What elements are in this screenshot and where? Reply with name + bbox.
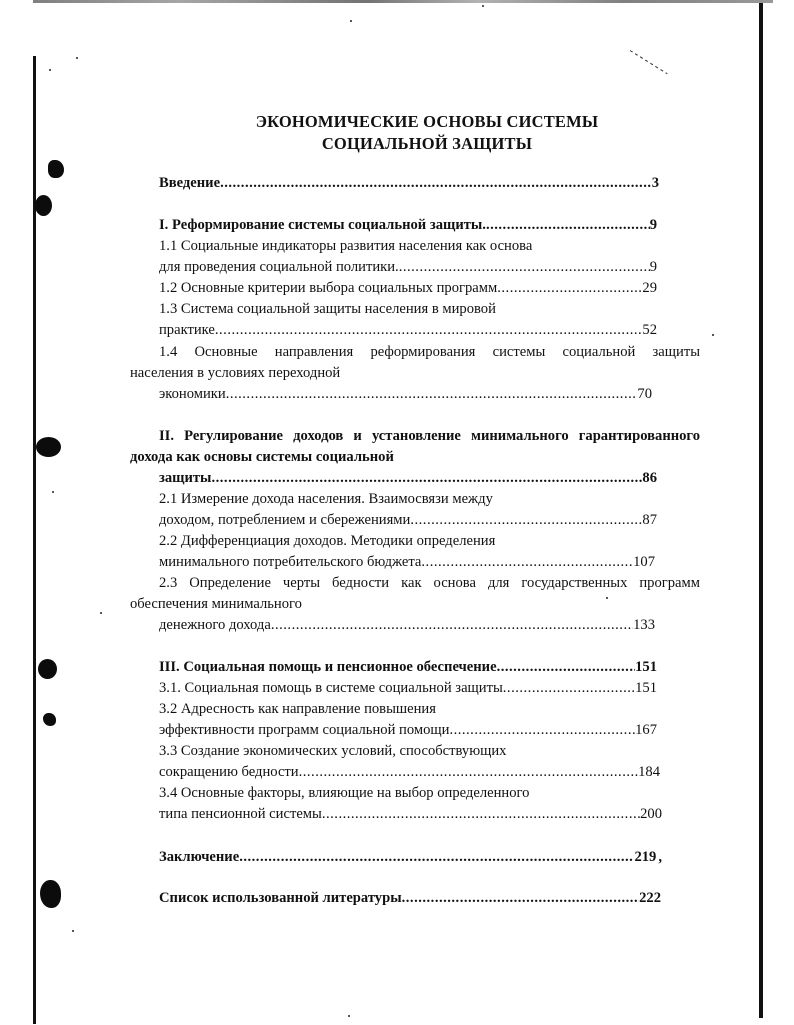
toc-entry-1-4-line-2: населения в условиях переходной xyxy=(130,365,341,381)
toc-part-2-heading[interactable] xyxy=(159,469,657,488)
dot-leader xyxy=(402,889,639,908)
dot-leader xyxy=(271,616,633,635)
toc-entry-label: доходом, потреблением и сбережениями xyxy=(159,512,411,528)
toc-entry-label: экономики xyxy=(159,386,226,402)
stray-comma-mark: , xyxy=(658,849,662,865)
toc-entry-label: Заключение xyxy=(159,849,240,865)
dot-leader xyxy=(410,511,642,530)
toc-entry-1-1[interactable] xyxy=(159,258,657,277)
ink-blot xyxy=(48,160,64,178)
toc-page-number: 151 xyxy=(635,659,657,675)
toc-page-number: 219 xyxy=(634,849,657,865)
toc-page-number: 9 xyxy=(649,217,657,233)
punch-hole xyxy=(38,659,57,679)
toc-page-number: 29 xyxy=(642,280,657,296)
toc-entry-label: для проведения социальной политики. xyxy=(159,259,399,275)
dot-leader xyxy=(220,174,652,193)
toc-page-number: 52 xyxy=(642,322,657,338)
dot-leader xyxy=(503,679,635,698)
dot-leader xyxy=(497,658,636,677)
toc-page-number: 200 xyxy=(640,806,662,822)
scan-speck xyxy=(712,334,714,336)
toc-page-number: 87 xyxy=(642,512,657,528)
dot-leader xyxy=(449,721,635,740)
scan-speck xyxy=(49,69,51,71)
punch-hole xyxy=(35,195,52,216)
dot-leader xyxy=(497,279,642,298)
toc-entry-label: денежного дохода xyxy=(159,617,271,633)
dot-leader xyxy=(226,385,638,404)
scan-speck xyxy=(100,612,102,614)
toc-entry-label: типа пенсионной системы xyxy=(159,806,322,822)
toc-part-1-heading[interactable] xyxy=(159,216,657,235)
scan-scratch xyxy=(630,50,668,74)
toc-entry-label: 1.2 Основные критерии выбора социальных программ xyxy=(159,280,498,296)
toc-entry-1-1-line-1: 1.1 Социальные индикаторы развития населения как основа xyxy=(159,238,533,254)
toc-entry-label: эффективности программ социальной помощи xyxy=(159,722,450,738)
toc-entry-2-1-line-1: 2.1 Измерение дохода населения. Взаимосвязи между xyxy=(159,491,493,507)
toc-entry-3-2[interactable] xyxy=(159,721,657,740)
toc-page-number: 167 xyxy=(635,722,657,738)
dot-leader xyxy=(399,258,650,277)
toc-entry-2-3-line-2: обеспечения минимального xyxy=(130,596,302,612)
punch-hole xyxy=(40,880,61,908)
dot-leader xyxy=(299,763,639,782)
toc-entry-label: 3.1. Социальная помощь в системе социальной защиты xyxy=(159,680,503,696)
toc-entry-label: защиты xyxy=(159,470,212,486)
scan-speck xyxy=(350,20,352,22)
toc-entry-2-3[interactable] xyxy=(159,616,655,635)
toc-page-number: 70 xyxy=(637,386,652,402)
toc-entry-1-3[interactable] xyxy=(159,321,657,340)
scan-speck xyxy=(52,491,54,493)
toc-entry-2-3-line-1: 2.3 Определение черты бедности как основа для государственных программ xyxy=(159,575,700,591)
dot-leader xyxy=(486,216,650,235)
toc-entry-3-4[interactable] xyxy=(159,805,662,824)
dot-leader xyxy=(239,848,634,867)
toc-entry-3-4-line-1: 3.4 Основные факторы, влияющие на выбор определенного xyxy=(159,785,530,801)
toc-page-number: 222 xyxy=(639,890,661,906)
scan-top-edge xyxy=(33,0,773,3)
toc-page-number: 133 xyxy=(633,617,655,633)
toc-page-number: 9 xyxy=(649,259,657,275)
toc-entry-intro[interactable] xyxy=(159,174,659,193)
dot-leader xyxy=(421,553,633,572)
toc-entry-3-1[interactable] xyxy=(159,679,657,698)
toc-entry-1-3-line-1: 1.3 Система социальной защиты населения в мировой xyxy=(159,301,496,317)
toc-entry-conclusion[interactable] xyxy=(159,848,662,867)
scan-speck xyxy=(348,1015,350,1017)
toc-entry-3-2-line-1: 3.2 Адресность как направление повышения xyxy=(159,701,436,717)
toc-entry-label: практике xyxy=(159,322,215,338)
toc-page-number: 3 xyxy=(651,175,659,191)
toc-page-number: 86 xyxy=(642,470,657,486)
dot-leader xyxy=(322,805,640,824)
toc-entry-label: Введение xyxy=(159,175,221,191)
toc-entry-1-4-line-1: 1.4 Основные направления реформирования системы социальной защиты xyxy=(159,344,700,360)
dot-leader xyxy=(215,321,643,340)
toc-part-2-heading-line-2: дохода как основы системы социальной xyxy=(130,449,394,465)
document-title-line-1: ЭКОНОМИЧЕСКИЕ ОСНОВЫ СИСТЕМЫ xyxy=(255,112,599,131)
toc-entry-3-3-line-1: 3.3 Создание экономических условий, способствующих xyxy=(159,743,507,759)
toc-entry-2-2-line-1: 2.2 Дифференциация доходов. Методики определения xyxy=(159,533,496,549)
scan-speck xyxy=(482,5,484,7)
toc-entry-2-1[interactable] xyxy=(159,511,657,530)
scan-right-border xyxy=(759,3,763,1018)
toc-entry-3-3[interactable] xyxy=(159,763,660,782)
toc-page-number: 184 xyxy=(638,764,660,780)
toc-entry-label: сокращению бедности xyxy=(159,764,299,780)
toc-entry-2-2[interactable] xyxy=(159,553,655,572)
toc-part-2-heading-line-1: II. Регулирование доходов и установление минимального гарантированного xyxy=(159,428,700,444)
toc-page-number: 151 xyxy=(635,680,657,696)
scan-speck xyxy=(72,930,74,932)
toc-entry-label: I. Реформирование системы социальной защиты. xyxy=(159,217,486,233)
toc-entry-references[interactable] xyxy=(159,889,661,908)
document-title-line-2: СОЦИАЛЬНОЙ ЗАЩИТЫ xyxy=(321,134,533,153)
punch-hole xyxy=(36,437,61,457)
toc-entry-label: III. Социальная помощь и пенсионное обеспечение xyxy=(159,659,497,675)
dot-leader xyxy=(211,469,642,488)
toc-part-3-heading[interactable] xyxy=(159,658,657,677)
scan-speck xyxy=(76,57,78,59)
toc-page-number: 107 xyxy=(633,554,655,570)
toc-entry-label: Список использованной литературы xyxy=(159,890,402,906)
scan-speck xyxy=(606,597,608,599)
toc-entry-label: минимального потребительского бюджета xyxy=(159,554,422,570)
ink-blot xyxy=(43,713,56,726)
toc-entry-1-4[interactable] xyxy=(159,385,652,404)
toc-entry-1-2[interactable] xyxy=(159,279,657,298)
